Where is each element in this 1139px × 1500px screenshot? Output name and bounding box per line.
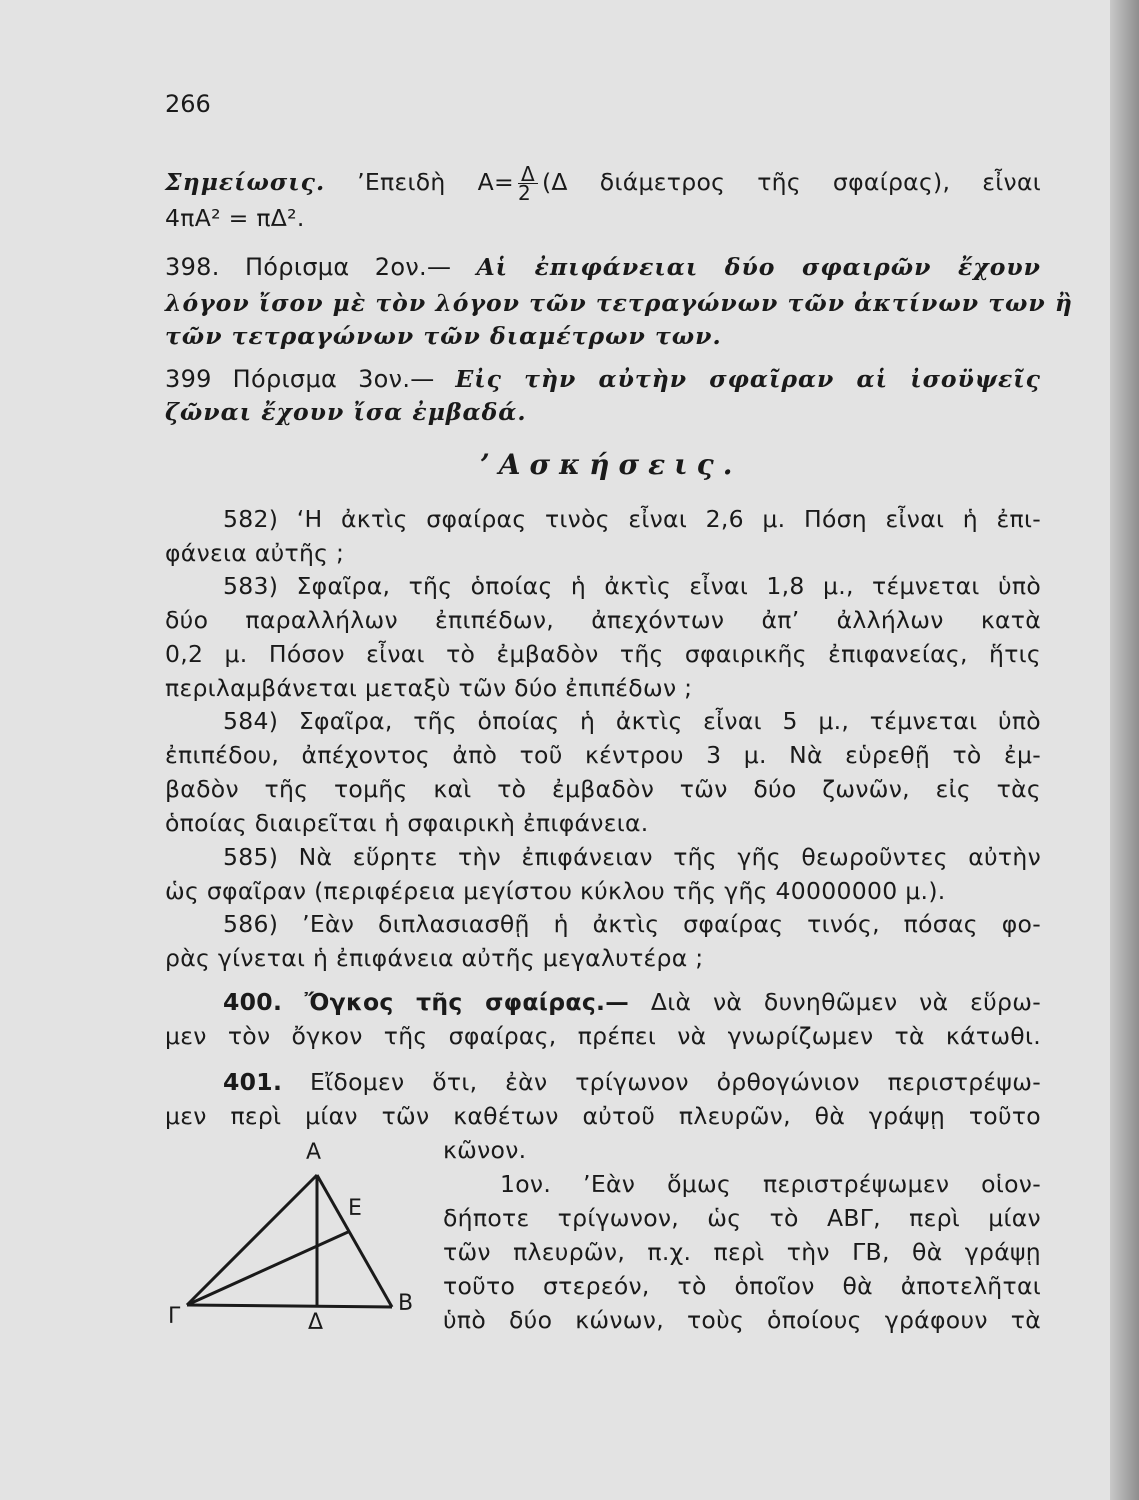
exercise-584-line-1: 584) Σφαῖρα, τῆς ὁποίας ἡ ἀκτὶς εἶναι 5 μ., τέμνεται ὑπὸ xyxy=(223,707,1041,735)
fraction-delta-over-2: $\frac{\Delta}{2}$ xyxy=(518,165,538,202)
section-400-line-2: μεν τὸν ὄγκον τῆς σφαίρας, πρέπει νὰ γνωρίζωμεν τὰ κάτωθι. xyxy=(165,1022,1041,1050)
exercise-583-line-1: 583) Σφαῖρα, τῆς ὁποίας ἡ ἀκτὶς εἶναι 1,8 μ., τέμνεται ὑπὸ xyxy=(223,572,1041,600)
section-401-para-line-4: τοῦτο στερεόν, τὸ ὁποῖον θὰ ἀποτελῆται xyxy=(443,1272,1041,1300)
exercise-585-line-1: 585) Νὰ εὕρητε τὴν ἐπιφάνειαν τῆς γῆς θεωροῦντες αὐτὴν xyxy=(223,843,1041,871)
corollary-398-line-3: τῶν τετραγώνων τῶν διαμέτρων των. xyxy=(165,322,722,350)
corollary-398-line-2: λόγον ἴσον μὲ τὸν λόγον τῶν τετραγώνων τῶν ἀκτίνων των ἢ xyxy=(165,289,1073,317)
section-401-para-line-3: τῶν πλευρῶν, π.χ. περὶ τὴν ΓΒ, θὰ γράψῃ xyxy=(443,1238,1041,1266)
label-E: Ε xyxy=(348,1196,362,1221)
exercise-583-line-2: δύο παραλλήλων ἐπιπέδων, ἀπεχόντων ἀπ’ ἀλλήλων κατὰ xyxy=(165,606,1041,634)
label-B: Β xyxy=(398,1291,414,1316)
exercise-582-line-1: 582) ‘Η ἀκτὶς σφαίρας τινὸς εἶναι 2,6 μ. Πόση εἶναι ἡ ἐπι- xyxy=(223,505,1041,533)
section-400-label: 400. Ὄγκος τῆς σφαίρας.— xyxy=(223,988,630,1016)
note-text-before: ’Επειδὴ Α= xyxy=(357,168,514,196)
section-401-line-3: κῶνον. xyxy=(443,1136,527,1164)
exercise-584-line-2: ἐπιπέδου, ἀπέχοντος ἀπὸ τοῦ κέντρου 3 μ. Νὰ εὑρεθῇ τὸ ἐμ- xyxy=(165,741,1041,769)
section-400-line-1 xyxy=(223,988,1041,1016)
section-401-para-line-2: δήποτε τρίγωνον, ὡς τὸ ΑΒΓ, περὶ μίαν xyxy=(443,1204,1041,1232)
corollary-399-label: 399 Πόρισμα 3ον.— xyxy=(165,365,435,393)
exercise-586-line-2: ρὰς γίνεται ἡ ἐπιφάνεια αὐτῆς μεγαλυτέρα ; xyxy=(165,944,704,972)
page-number: 266 xyxy=(165,90,211,118)
section-401-text-1: Εἴδομεν ὅτι, ἐὰν τρίγωνον ὀρθογώνιον περιστρέψω- xyxy=(310,1068,1041,1096)
section-400-text-1: Διὰ νὰ δυνηθῶμεν νὰ εὕρω- xyxy=(650,988,1041,1016)
segment-GE xyxy=(187,1232,348,1305)
page-edge-shadow xyxy=(1110,0,1139,1500)
corollary-398-line-1 xyxy=(165,253,1041,281)
note-label: Σημείωσις. xyxy=(165,168,326,196)
section-401-line-1 xyxy=(223,1068,1041,1096)
corollary-398-label: 398. Πόρισμα 2ον.— xyxy=(165,253,452,281)
section-401-label: 401. xyxy=(223,1068,283,1096)
exercise-586-line-1: 586) ’Εὰν διπλασιασθῇ ἡ ἀκτὶς σφαίρας τινός, πόσας φο- xyxy=(223,910,1041,938)
label-D: Δ xyxy=(308,1310,324,1335)
section-401-line-2: μεν περὶ μίαν τῶν καθέτων αὐτοῦ πλευρῶν, θὰ γράψῃ τοῦτο xyxy=(165,1102,1041,1130)
section-401-para-line-1: 1ον. ’Εὰν ὅμως περιστρέψωμεν οἱον- xyxy=(500,1170,1041,1198)
corollary-398-text-1: Αἱ ἐπιφάνειαι δύο σφαιρῶν ἔχουν xyxy=(476,253,1041,281)
corollary-399-line-1 xyxy=(165,365,1041,393)
section-401-para-line-5: ὑπὸ δύο κώνων, τοὺς ὁποίους γράφουν τὰ xyxy=(443,1306,1041,1334)
side-GB xyxy=(187,1305,392,1307)
note-line-1 xyxy=(165,162,1042,205)
exercise-582-line-2: φάνεια αὐτῆς ; xyxy=(165,539,345,567)
label-G: Γ xyxy=(168,1304,181,1329)
exercise-583-line-3: 0,2 μ. Πόσον εἶναι τὸ ἐμβαδὸν τῆς σφαιρικῆς ἐπιφανείας, ἥτις xyxy=(165,640,1041,668)
label-A: Α xyxy=(306,1140,322,1165)
exercise-583-line-4: περιλαμβάνεται μεταξὺ τῶν δύο ἐπιπέδων ; xyxy=(165,674,693,702)
note-text-after: (Δ διάμετρος τῆς σφαίρας), εἶναι xyxy=(541,168,1042,196)
exercise-585-line-2: ὡς σφαῖραν (περιφέρεια μεγίστου κύκλου τῆς γῆς 40000000 μ.). xyxy=(165,877,946,905)
note-line-2: 4πΑ² = πΔ². xyxy=(165,204,305,232)
exercises-heading: ’Ασκήσεις. xyxy=(480,448,742,481)
side-GA xyxy=(187,1175,317,1305)
exercise-584-line-4: ὁποίας διαιρεῖται ἡ σφαιρικὴ ἐπιφάνεια. xyxy=(165,809,649,837)
exercise-584-line-3: βαδὸν τῆς τομῆς καὶ τὸ ἐμβαδὸν τῶν δύο ζωνῶν, εἰς τὰς xyxy=(165,775,1041,803)
corollary-399-text-1: Εἰς τὴν αὐτὴν σφαῖραν αἱ ἰσοϋψεῖς xyxy=(455,365,1041,393)
corollary-399-line-2: ζῶναι ἔχουν ἴσα ἐμβαδά. xyxy=(165,398,527,426)
